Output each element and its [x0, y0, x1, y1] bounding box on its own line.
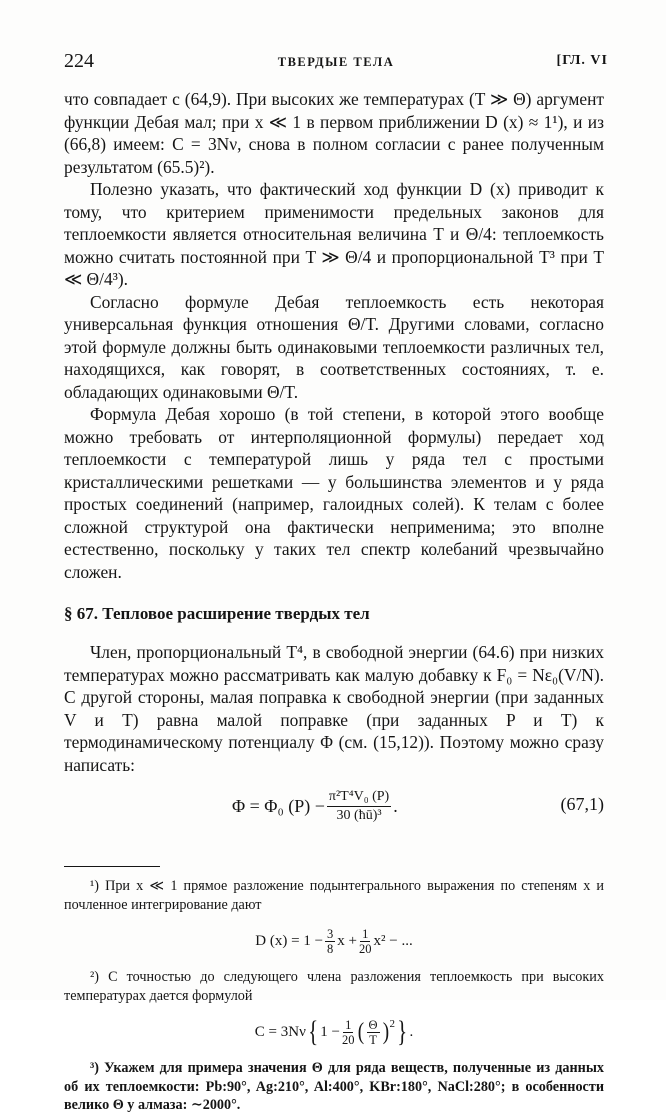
equation-tail: .	[393, 795, 398, 816]
fn1-tail: x² − ...	[373, 932, 413, 949]
fn2-ratio	[367, 1018, 380, 1047]
right-brace: }	[397, 1015, 408, 1048]
footnote-2: ²) С точностью до следующего члена разложения теплоемкость при высоких температурах дается формулой	[64, 969, 604, 1004]
fn1-frac-2-den: 20	[359, 941, 372, 956]
left-paren: (	[357, 1019, 364, 1045]
footnote-2-formula	[64, 1013, 604, 1051]
chapter-label: [ГЛ. VI	[556, 53, 608, 68]
fn2-ratio-den: T	[369, 1032, 377, 1047]
fn1-frac-2-num: 1	[362, 926, 369, 941]
fn2-frac-num: 1	[345, 1017, 352, 1032]
running-title: ТВЕРДЫЕ ТЕЛА	[277, 55, 395, 69]
fn2-ratio-num: Θ	[368, 1017, 378, 1032]
footnote-1: ¹) При x ≪ 1 прямое разложение подынтегрального выражения по степеням x и почленное интегрирование дают	[64, 878, 604, 913]
equation-denominator: 30 (ħū)³	[336, 807, 382, 823]
page-header	[64, 50, 608, 82]
fn2-frac-den: 20	[342, 1032, 355, 1047]
footnote-1-formula	[64, 922, 604, 960]
fn1-frac-1-num: 3	[327, 926, 334, 941]
paragraph-1: что совпадает с (64,9). При высоких же температурах (T ≫ Θ) аргумент функции Дебая мал; при x ≪ 1 в первом приближении D (x) ≈ 1¹), и из (66,8) имеем: C = 3Nν, снова в полном согласии с ранее полученным результатом (65.5)²).	[64, 89, 604, 177]
fn1-frac-1	[325, 927, 335, 956]
equation-number: (67,1)	[560, 794, 604, 814]
equation-numerator: π²T⁴V₀ (P)	[327, 789, 391, 807]
right-paren: )	[382, 1019, 389, 1045]
left-brace: {	[308, 1015, 319, 1048]
equation-fraction	[327, 789, 391, 824]
section-paragraph: Член, пропорциональный T⁴, в свободной энергии (64.6) при низких температурах можно рассматривать как малую добавку к F₀ = Nε₀(V/N). С другой стороны, малая поправка к свободной энергии (при заданных V и T) равна малой поправке (при заданных P и T) к термодинамическому потенциалу Φ (см. (15,12)). Поэтому можно сразу написать:	[64, 642, 604, 775]
equation-67-1	[64, 782, 604, 832]
equation-lhs: Φ = Φ₀ (P) −	[232, 795, 325, 816]
fn1-mid: x +	[337, 932, 357, 949]
fn1-frac-1-den: 8	[327, 941, 334, 956]
fn1-frac-2	[359, 927, 372, 956]
fn2-tail: .	[409, 1023, 414, 1040]
footnote-divider	[64, 866, 160, 867]
footnote-3: ³) Укажем для примера значения Θ для ряда веществ, полученные из данных об их теплоемкости: Pb:90°, Ag:210°, Al:400°, KBr:180°, NaCl:280°; в особенности велико Θ у алмаза: ∼2000°.	[64, 1060, 604, 1113]
fn2-power: 2	[389, 1018, 396, 1030]
section-heading: § 67. Тепловое расширение твердых тел	[64, 604, 370, 623]
paragraph-2: Полезно указать, что фактический ход функции D (x) приводит к тому, что критерием применимости предельных законов для теплоемкости является относительная величина T и Θ/4: теплоемкость можно считать постоянной при T ≫ Θ/4 и пропорциональной T³ при T ≪ Θ/4³).	[64, 179, 604, 289]
fn2-frac	[342, 1018, 355, 1047]
fn2-lhs: C = 3Nν	[254, 1023, 306, 1040]
paragraph-4: Формула Дебая хорошо (в той степени, в которой этого вообще можно требовать от интерполяционной формулы) передает ход теплоемкости с температурой лишь у ряда тел с простыми кристаллическими решетками — у большинства элементов и у ряда простых соединений (например, галоидных солей). К телам с более сложной структурой она фактически неприменима; это вполне естественно, поскольку у таких тел спектр колебаний чрезвычайно сложен.	[64, 404, 604, 582]
page-body	[64, 88, 604, 1115]
equation-body	[232, 784, 398, 828]
fn1-lhs: D (x) = 1 −	[255, 932, 324, 949]
page-number: 224	[64, 50, 94, 72]
fn2-inner-lhs: 1 −	[320, 1023, 341, 1040]
paragraph-3: Согласно формуле Дебая теплоемкость есть некоторая универсальная функция отношения Θ/T. Другими словами, согласно этой формуле должны быть одинаковыми теплоемкости различных тел, находящихся, как говорят, в соответственных состояниях, т. е. обладающих одинаковыми Θ/T.	[64, 291, 604, 402]
